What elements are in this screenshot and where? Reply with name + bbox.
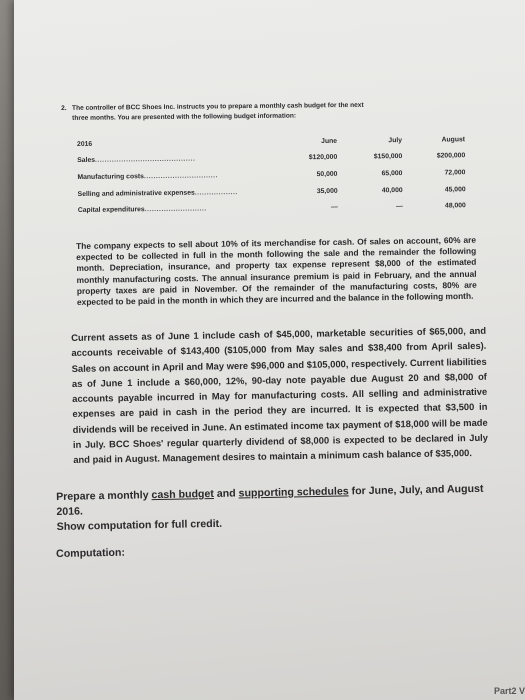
prompt-text: for June, July, and August 2016.	[56, 482, 484, 518]
table-row	[77, 152, 477, 169]
current-assets-paragraph: Current assets as of June 1 include cash of $45,000, marketable securities of $65,000, and accounts receivable of $143,400 ($105,000 from May sales and $38,400 from April sales). Sales on account in April and May were $96,000 and $105,000, respectively. Current liabilities as of June 1 include a $60,000, 12%, 90-day note payable due August 20 and $8,000 of accounts payable incurred in May for manufacturing costs. All selling and administrative expenses are paid in cash in the period they are incurred. It is expected that $3,500 in dividends will be received in June. An estimated income tax payment of $18,000 will be made in July. BCC Shoes' regular quarterly dividend of $8,000 is expected to be declared in July and paid in August. Management desires to maintain a minimum cash balance of $35,000.	[71, 324, 489, 466]
table-row	[77, 169, 477, 186]
june-value: —	[330, 203, 338, 211]
header-july: July	[388, 137, 403, 145]
row-label: Sales	[77, 156, 96, 164]
question-number: 2.	[61, 104, 67, 112]
cash-budget-term: cash budget	[151, 487, 215, 502]
page-footer-mark: Part2 V	[493, 686, 525, 696]
dot-leader: ..........................................	[94, 155, 196, 164]
august-value: $200,000	[436, 152, 466, 160]
dot-leader: ..................	[194, 189, 238, 197]
june-value: $120,000	[308, 153, 338, 162]
june-value: 35,000	[316, 187, 338, 196]
prompt-text: Prepare a monthly	[56, 489, 152, 503]
table-row	[78, 186, 478, 203]
worksheet-page	[14, 0, 525, 700]
prompt-line2: Show computation for full credit.	[56, 517, 223, 533]
july-value: 40,000	[381, 187, 403, 195]
header-year: 2016	[77, 140, 93, 148]
august-value: 72,000	[444, 169, 466, 177]
computation-label: Computation:	[56, 546, 126, 560]
table-row	[78, 202, 478, 219]
july-value: 65,000	[381, 170, 403, 178]
dot-leader: ...............................	[143, 172, 218, 181]
budget-table-header	[77, 136, 477, 153]
sales-collection-paragraph: The company expects to sell about 10% of its merchandise for cash. Of sales on account, 60% are expected to be collected in full in the month following the sale and the remainder the following month. Depreciation, insurance, and property tax expense represent $8,000 of the estimated monthly manufacturing costs. The annual insurance premium is paid in February, and the annual property taxes are paid in November. Of the remainder of the manufacturing costs, 80% are expected to be paid in the month in which they are incurred and the balance in the following month.	[76, 234, 477, 308]
question-intro-line1: The controller of BCC Shoes Inc. instructs you to prepare a monthly cash budget for the next	[72, 101, 364, 112]
header-june: June	[321, 137, 338, 146]
july-value: $150,000	[373, 153, 403, 161]
question-header	[61, 100, 461, 124]
header-august: August	[441, 136, 466, 144]
row-label: Capital expenditures	[77, 206, 145, 214]
row-label: Selling and administrative expenses	[77, 189, 195, 198]
july-value: —	[395, 203, 403, 211]
row-label: Manufacturing costs	[77, 173, 144, 181]
question-intro-line2: three months. You are presented with the following budget information:	[72, 112, 297, 122]
august-value: 45,000	[444, 186, 466, 194]
june-value: 50,000	[316, 170, 338, 179]
supporting-schedules-term: supporting schedules	[238, 485, 349, 500]
prompt-text: and	[213, 487, 239, 500]
dot-leader: ..........................	[144, 205, 207, 214]
budget-table	[77, 136, 478, 221]
august-value: 48,000	[444, 202, 466, 210]
assignment-prompt	[56, 481, 507, 535]
